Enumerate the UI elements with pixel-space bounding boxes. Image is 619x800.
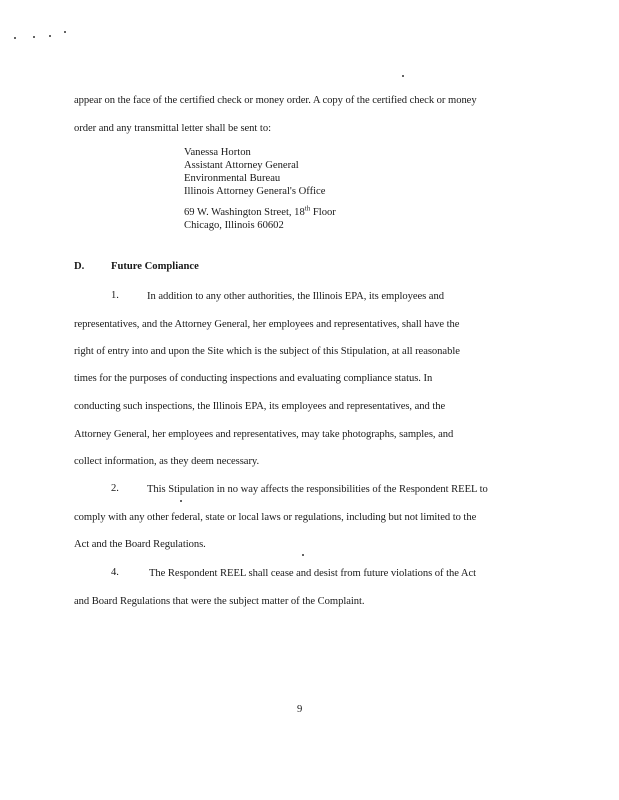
address-street — [184, 206, 336, 219]
body-text-line: right of entry into and upon the Site which is the subject of this Stipulation, at all reasonable — [74, 346, 460, 357]
body-text-line: order and any transmittal letter shall be sent to: — [74, 123, 271, 134]
scan-speck — [402, 75, 404, 77]
section-letter: D. — [74, 261, 85, 272]
scan-speck — [64, 31, 66, 33]
address-bureau: Environmental Bureau — [184, 173, 281, 184]
body-text-line: representatives, and the Attorney General, her employees and representatives, shall have the — [74, 319, 460, 330]
body-text-line: collect information, as they deem necessary. — [74, 456, 260, 467]
body-text-line: conducting such inspections, the Illinois EPA, its employees and representatives, and the — [74, 401, 446, 412]
address-street-suffix: Floor — [310, 207, 336, 218]
page-number: 9 — [297, 704, 303, 715]
body-text-line: This Stipulation in no way affects the responsibilities of the Respondent REEL to — [147, 484, 488, 495]
address-street-prefix: 69 W. Washington Street, 18 — [184, 207, 305, 218]
scan-speck — [14, 37, 16, 39]
body-text-line: Act and the Board Regulations. — [74, 539, 206, 550]
address-city: Chicago, Illinois 60602 — [184, 220, 284, 231]
body-text-line: Attorney General, her employees and representatives, may take photographs, samples, and — [74, 429, 454, 440]
body-text-line: In addition to any other authorities, the Illinois EPA, its employees and — [147, 291, 444, 302]
scan-speck — [49, 35, 51, 37]
address-street-ordinal: th — [304, 204, 311, 213]
scan-speck — [302, 554, 304, 556]
scan-speck — [180, 500, 182, 502]
body-text-line: comply with any other federal, state or local laws or regulations, including but not limited to the — [74, 512, 477, 523]
paragraph-number: 2. — [111, 483, 119, 494]
body-text-line: times for the purposes of conducting inspections and evaluating compliance status. In — [74, 373, 433, 384]
paragraph-number: 1. — [111, 290, 119, 301]
address-office: Illinois Attorney General's Office — [184, 186, 326, 197]
body-text-line: appear on the face of the certified check or money order. A copy of the certified check or money — [74, 95, 477, 106]
paragraph-number: 4. — [111, 567, 119, 578]
section-title: Future Compliance — [111, 261, 199, 272]
body-text-line: The Respondent REEL shall cease and desist from future violations of the Act — [149, 568, 477, 579]
address-title: Assistant Attorney General — [184, 160, 299, 171]
address-name: Vanessa Horton — [184, 147, 251, 158]
scan-speck — [33, 36, 35, 38]
body-text-line: and Board Regulations that were the subject matter of the Complaint. — [74, 596, 365, 607]
